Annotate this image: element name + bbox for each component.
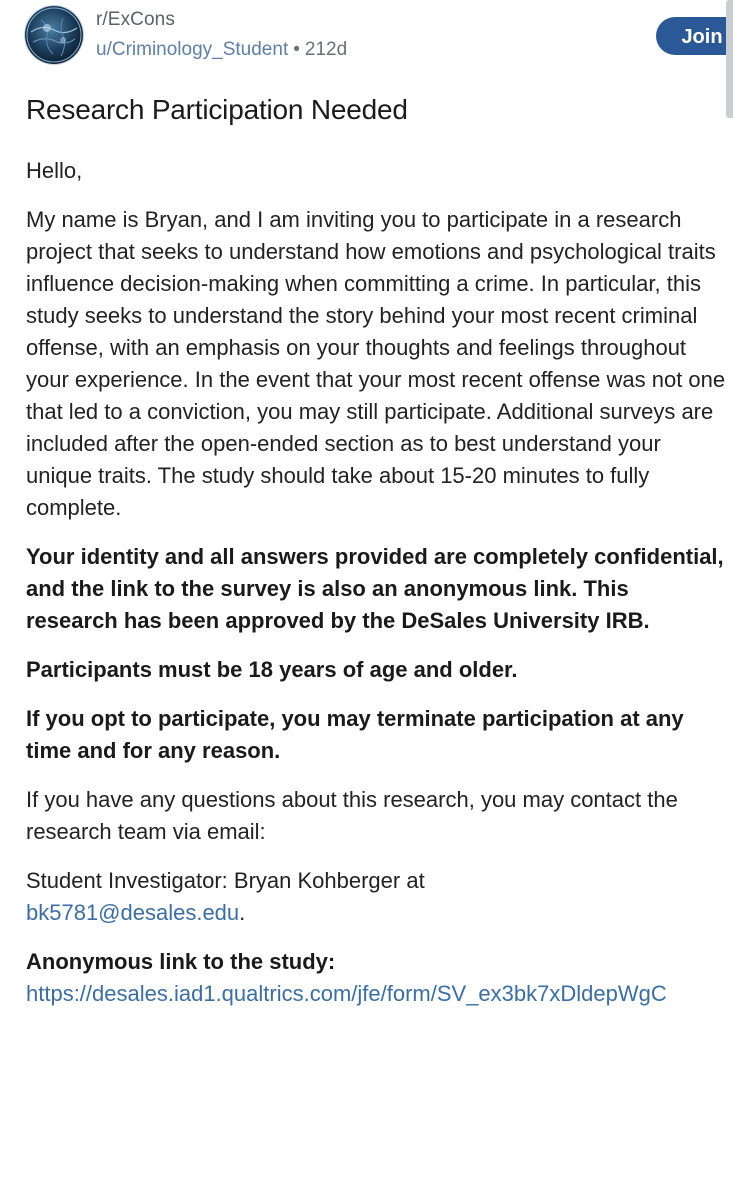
greeting: Hello, <box>26 158 83 183</box>
study-link[interactable]: https://desales.iad1.qualtrics.com/jfe/form/SV_ex3bk7xDldepWgC <box>26 981 667 1006</box>
study-link-label: Anonymous link to the study: <box>26 949 336 974</box>
investigator-text: Student Investigator: Bryan Kohberger at <box>26 868 425 893</box>
author-link[interactable]: u/Criminology_Student <box>96 39 289 60</box>
terminate-paragraph: If you opt to participate, you may terminate participation at any time and for any reason. <box>26 706 684 763</box>
questions-paragraph: If you have any questions about this research, you may contact the research team via email: <box>26 787 678 844</box>
post-body <box>26 90 726 1027</box>
subreddit-name[interactable]: r/ExCons <box>96 9 175 30</box>
investigator-paragraph <box>26 865 726 929</box>
study-link-paragraph <box>26 946 726 1010</box>
investigator-email-link[interactable]: bk5781@desales.edu <box>26 900 240 925</box>
post-title: Research Participation Needed <box>26 94 408 125</box>
author-line <box>96 39 347 61</box>
scrollbar-thumb[interactable] <box>726 0 733 118</box>
join-button[interactable]: Join <box>656 17 733 55</box>
age-requirement-paragraph: Participants must be 18 years of age and older. <box>26 657 518 682</box>
investigator-period: . <box>239 900 246 925</box>
post-header <box>0 0 733 80</box>
subreddit-avatar-icon[interactable] <box>25 6 83 64</box>
confidentiality-paragraph: Your identity and all answers provided are completely confidential, and the link to the survey is also an anonymous link. This research has been approved by the DeSales University IRB. <box>26 544 724 633</box>
post-age: 212d <box>304 39 348 60</box>
intro-paragraph: My name is Bryan, and I am inviting you to participate in a research project that seeks to understand how emotions and psychological traits influence decision-making when committing a crime. In particular, this study seeks to understand the story behind your most recent criminal offense, with an emphasis on your thoughts and feelings throughout your experience. In the event that your most recent offense was not one that led to a conviction, you may still participate. Additional surveys are included after the open-ended section as to best understand your unique traits. The study should take about 15-20 minutes to fully complete. <box>26 207 726 520</box>
separator-dot: • <box>293 39 300 60</box>
globe-icon <box>25 6 83 64</box>
